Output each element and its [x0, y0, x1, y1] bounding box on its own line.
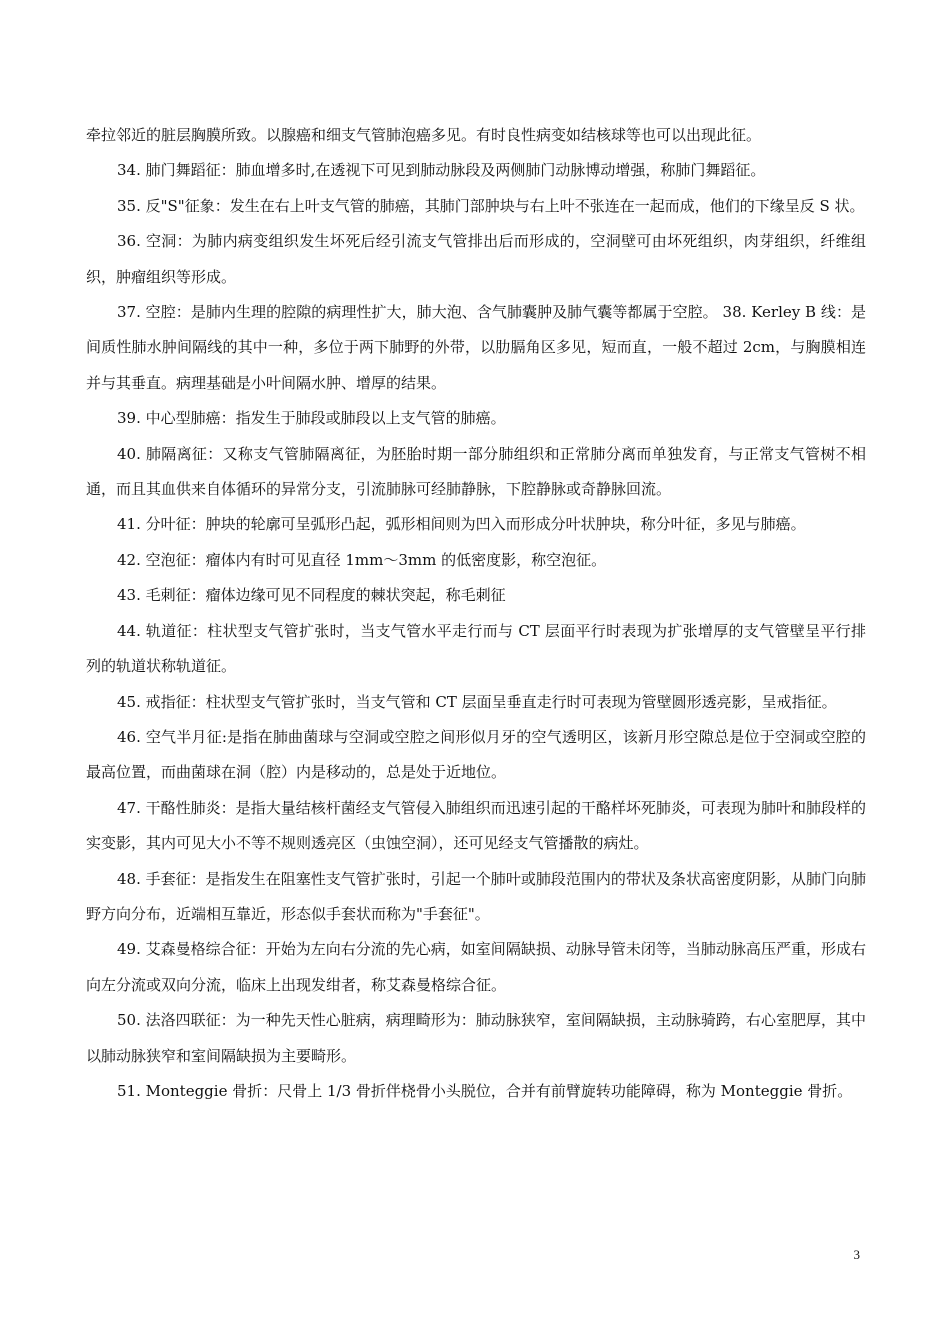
document-body [86, 118, 866, 1109]
paragraph-37-38: 37. 空腔：是肺内生理的腔隙的病理性扩大，肺大泡、含气肺囊肿及肺气囊等都属于空腔。 38. Kerley B 线：是间质性肺水肿间隔线的其中一种，多位于两下肺野的外带，以肋膈角区多见，短而直，一般不超过 2cm，与胸膜相连并与其垂直。病理基础是小叶间隔水肿、增厚的结果。 [86, 303, 866, 392]
paragraph-43: 43. 毛刺征：瘤体边缘可见不同程度的棘状突起，称毛刺征 [117, 586, 506, 605]
page-number: 3 [853, 1247, 860, 1262]
paragraph-34: 34. 肺门舞蹈征：肺血增多时,在透视下可见到肺动脉段及两侧肺门动脉博动增强，称肺门舞蹈征。 [117, 161, 766, 180]
paragraph-48: 48. 手套征：是指发生在阻塞性支气管扩张时，引起一个肺叶或肺段范围内的带状及条状高密度阴影，从肺门向肺野方向分布，近端相互靠近，形态似手套状而称为"手套征"。 [86, 869, 866, 923]
paragraph-44: 44. 轨道征：柱状型支气管扩张时，当支气管水平走行而与 CT 层面平行时表现为扩张增厚的支气管壁呈平行排列的轨道状称轨道征。 [86, 621, 866, 676]
paragraph-46: 46. 空气半月征:是指在肺曲菌球与空洞或空腔之间形似月牙的空气透明区，该新月形空隙总是位于空洞或空腔的最高位置，而曲菌球在洞（腔）内是移动的，总是处于近地位。 [86, 727, 866, 782]
paragraph-40: 40. 肺隔离征：又称支气管肺隔离征，为胚胎时期一部分肺组织和正常肺分离而单独发育，与正常支气管树不相通，而且其血供来自体循环的异常分支，引流肺脉可经肺静脉，下腔静脉或奇静脉回流。 [86, 444, 866, 499]
paragraph-41: 41. 分叶征：肿块的轮廓可呈弧形凸起，弧形相间则为凹入而形成分叶状肿块，称分叶征，多见与肺癌。 [117, 515, 806, 534]
paragraph-49: 49. 艾森曼格综合征：开始为左向右分流的先心病，如室间隔缺损、动脉导管未闭等，当肺动脉高压严重，形成右向左分流或双向分流，临床上出现发绀者，称艾森曼格综合征。 [86, 940, 866, 994]
paragraph-continuation: 牵拉邻近的脏层胸膜所致。以腺癌和细支气管肺泡癌多见。有时良性病变如结核球等也可以出现此征。 [86, 126, 762, 144]
paragraph-47: 47. 干酪性肺炎：是指大量结核杆菌经支气管侵入肺组织而迅速引起的干酪样坏死肺炎，可表现为肺叶和肺段样的实变影，其内可见大小不等不规则透亮区（虫蚀空洞），还可见经支气管播散的病灶。 [86, 798, 866, 853]
paragraph-51: 51. Monteggie 骨折：尺骨上 1/3 骨折伴桡骨小头脱位，合并有前臂旋转功能障碍，称为 Monteggie 骨折。 [117, 1081, 853, 1100]
paragraph-42: 42. 空泡征：瘤体内有时可见直径 1mm～3mm 的低密度影，称空泡征。 [117, 550, 607, 569]
paragraph-39: 39. 中心型肺癌：指发生于肺段或肺段以上支气管的肺癌。 [117, 409, 506, 428]
paragraph-50: 50. 法洛四联征：为一种先天性心脏病，病理畸形为：肺动脉狭窄，室间隔缺损，主动脉骑跨，右心室肥厚，其中以肺动脉狭窄和室间隔缺损为主要畸形。 [86, 1011, 866, 1065]
paragraph-36: 36. 空洞：为肺内病变组织发生坏死后经引流支气管排出后而形成的，空洞壁可由坏死组织，肉芽组织，纤维组织，肿瘤组织等形成。 [86, 232, 866, 286]
paragraph-35: 35. 反"S"征象：发生在右上叶支气管的肺癌，其肺门部肿块与右上叶不张连在一起而成，他们的下缘呈反 S 状。 [117, 196, 865, 215]
paragraph-45: 45. 戒指征：柱状型支气管扩张时，当支气管和 CT 层面呈垂直走行时可表现为管壁圆形透亮影，呈戒指征。 [117, 692, 837, 711]
